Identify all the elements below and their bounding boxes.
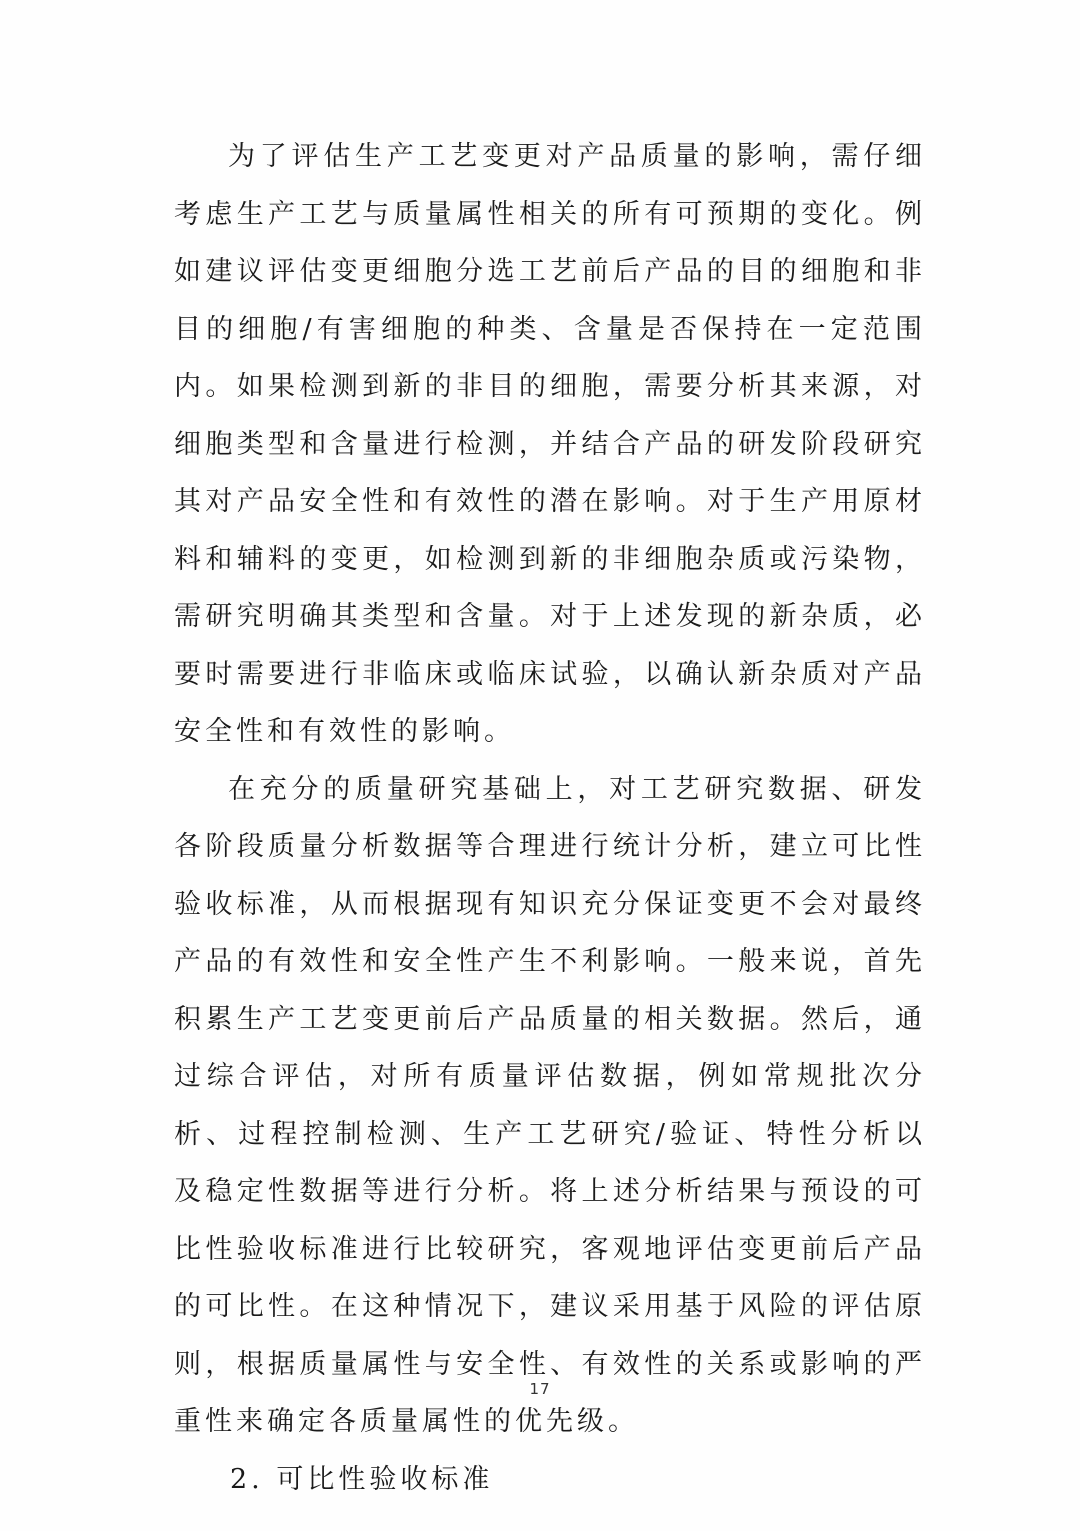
document-body	[174, 128, 926, 1508]
page-number: 17	[529, 1380, 551, 1398]
paragraph-impact-assessment: 为了评估生产工艺变更对产品质量的影响，需仔细考虑生产工艺与质量属性相关的所有可预期的变化。例如建议评估变更细胞分选工艺前后产品的目的细胞和非目的细胞/有害细胞的种类、含量是否保持在一定范围内。如果检测到新的非目的细胞，需要分析其来源，对细胞类型和含量进行检测，并结合产品的研发阶段研究其对产品安全性和有效性的潜在影响。对于生产用原材料和辅料的变更，如检测到新的非细胞杂质或污染物，需研究明确其类型和含量。对于上述发现的新杂质，必要时需要进行非临床或临床试验，以确认新杂质对产品安全性和有效性的影响。	[174, 141, 926, 747]
paragraph-acceptance-basis: 在充分的质量研究基础上，对工艺研究数据、研发各阶段质量分析数据等合理进行统计分析，建立可比性验收标准，从而根据现有知识充分保证变更不会对最终产品的有效性和安全性产生不利影响。一般来说，首先积累生产工艺变更前后产品质量的相关数据。然后，通过综合评估，对所有质量评估数据，例如常规批次分析、过程控制检测、生产工艺研究/验证、特性分析以及稳定性数据等进行分析。将上述分析结果与预设的可比性验收标准进行比较研究，客观地评估变更前后产品的可比性。在这种情况下，建议采用基于风险的评估原则，根据质量属性与安全性、有效性的关系或影响的严重性来确定各质量属性的优先级。	[174, 773, 926, 1437]
section-heading: 2. 可比性验收标准	[230, 1463, 494, 1495]
